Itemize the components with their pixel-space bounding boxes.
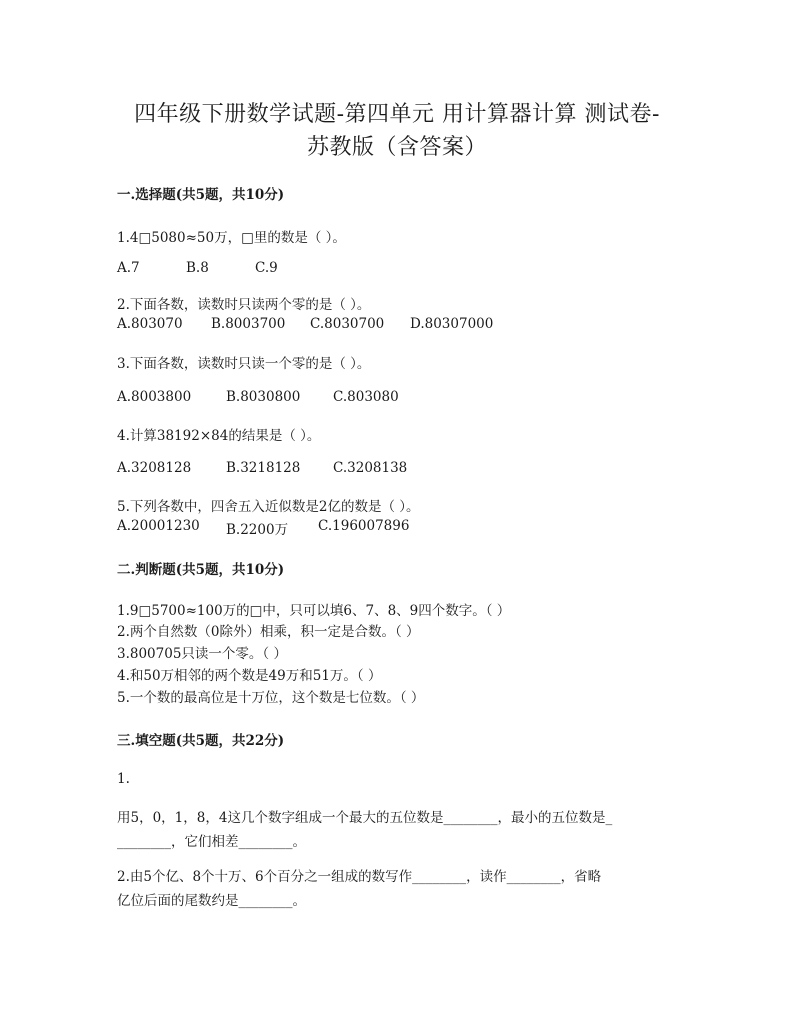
statement-text: 5.一个数的最高位是十万位，这个数是七位数。（ ） bbox=[117, 690, 425, 706]
question-text: 亿位后面的尾数约是________。 bbox=[117, 893, 306, 909]
question-text: 1.4□5080≈50万，□里的数是（ ）。 bbox=[117, 230, 346, 246]
answer-option: A.20001230 bbox=[117, 518, 200, 534]
answer-option: B.8 bbox=[186, 260, 209, 276]
section-heading-multiple-choice: 一.选择题(共5题，共10分) bbox=[117, 187, 285, 203]
answer-option: B.8030800 bbox=[226, 389, 301, 405]
statement-text: 3.800705只读一个零。（ ） bbox=[117, 646, 287, 662]
answer-option: A.8003800 bbox=[117, 389, 192, 405]
document-title-line-2: 苏教版（含答案） bbox=[306, 135, 487, 160]
answer-option: D.80307000 bbox=[410, 316, 494, 332]
answer-option: A.803070 bbox=[117, 316, 183, 332]
question-text: 2.下面各数，读数时只读两个零的是（ ）。 bbox=[117, 297, 371, 313]
answer-option: C.196007896 bbox=[318, 518, 410, 534]
answer-option: B.8003700 bbox=[211, 316, 286, 332]
statement-text: 2.两个自然数（0除外）相乘，积一定是合数。（ ） bbox=[117, 624, 420, 640]
question-number: 1. bbox=[117, 771, 130, 787]
question-text: ________，它们相差________。 bbox=[117, 834, 306, 850]
answer-option: A.3208128 bbox=[117, 460, 192, 476]
statement-text: 1.9□5700≈100万的□中，只可以填6、7、8、9四个数字。（ ） bbox=[117, 603, 511, 619]
answer-option: B.3218128 bbox=[226, 460, 301, 476]
statement-text: 4.和50万相邻的两个数是49万和51万。（ ） bbox=[117, 668, 382, 684]
section-heading-fill-in: 三.填空题(共5题，共22分) bbox=[117, 733, 285, 749]
answer-option: A.7 bbox=[117, 260, 140, 276]
question-text: 2.由5个亿、8个十万、6个百分之一组成的数写作________，读作________，省略 bbox=[117, 869, 602, 885]
answer-option: C.8030700 bbox=[310, 316, 385, 332]
section-heading-true-false: 二.判断题(共5题，共10分) bbox=[117, 562, 285, 578]
answer-option: C.3208138 bbox=[333, 460, 408, 476]
question-text: 4.计算38192×84的结果是（ ）。 bbox=[117, 428, 321, 444]
answer-option: B.2200万 bbox=[226, 522, 289, 538]
answer-option: C.803080 bbox=[333, 389, 399, 405]
answer-option: C.9 bbox=[255, 260, 278, 276]
question-text: 3.下面各数，读数时只读一个零的是（ ）。 bbox=[117, 356, 371, 372]
document-title-line-1: 四年级下册数学试题-第四单元 用计算器计算 测试卷- bbox=[134, 102, 660, 127]
question-text: 5.下列各数中，四舍五入近似数是2亿的数是（ ）。 bbox=[117, 499, 420, 515]
question-text: 用5，0，1，8，4这几个数字组成一个最大的五位数是________，最小的五位数是_ bbox=[117, 810, 613, 826]
